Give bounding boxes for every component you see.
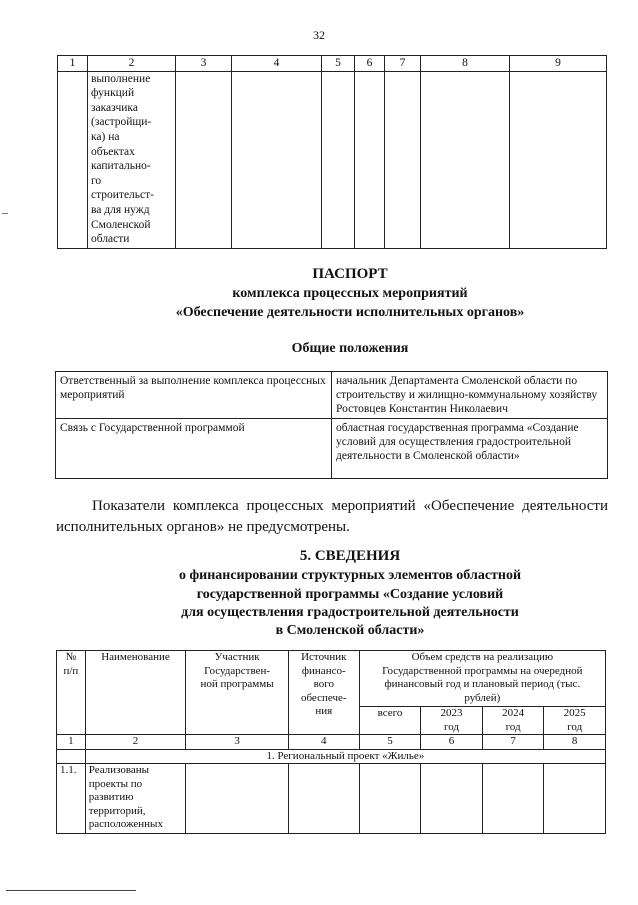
- section-5-title: 5. СВЕДЕНИЯ: [299, 548, 401, 564]
- continuation-table: [57, 55, 607, 249]
- col-header-9: 9: [510, 56, 607, 72]
- col-header-8: 8: [421, 56, 510, 72]
- header-2025: 2025 год: [544, 707, 606, 735]
- passport-subtitle-1: комплекса процессных мероприятий: [232, 286, 468, 301]
- header-number: № п/п: [57, 651, 86, 735]
- col-number-1: 1: [57, 735, 86, 750]
- section-5-line-4: в Смоленской области»: [275, 623, 425, 638]
- margin-mark: [2, 213, 8, 214]
- responsible-value: начальник Департамента Смоленской области по строительству и жилищно-коммунальному хозяйству Ростовцев Константин Николаевич: [332, 372, 608, 419]
- col-header-7: 7: [385, 56, 421, 72]
- header-source: Источник финансо- вого обеспече- ния: [288, 651, 359, 735]
- section-5-line-3: для осуществления градостроительной деятельности: [181, 605, 519, 620]
- section-5-line-1: о финансировании структурных элементов областной: [178, 568, 522, 583]
- header-participant: Участник Государствен- ной программы: [186, 651, 289, 735]
- col-header-4: 4: [232, 56, 322, 72]
- footer-divider: [6, 890, 136, 891]
- financing-table: [56, 650, 606, 834]
- program-link-label: Связь с Государственной программой: [56, 419, 332, 479]
- header-2024: 2024 год: [482, 707, 544, 735]
- row-name: Реализованы проекты по развитию территорий, расположенных: [85, 764, 186, 834]
- col-number-2: 2: [85, 735, 186, 750]
- col-number-4: 4: [288, 735, 359, 750]
- section-row-housing: 1. Региональный проект «Жилье»: [85, 749, 605, 764]
- col-header-2: 2: [88, 56, 176, 72]
- col-number-6: 6: [421, 735, 483, 750]
- row-number: 1.1.: [57, 764, 86, 834]
- responsible-label: Ответственный за выполнение комплекса процессных мероприятий: [56, 372, 332, 419]
- col-header-1: 1: [58, 56, 88, 72]
- col-header-5: 5: [322, 56, 355, 72]
- col-number-8: 8: [544, 735, 606, 750]
- col-number-5: 5: [359, 735, 421, 750]
- col-header-6: 6: [355, 56, 385, 72]
- indicators-paragraph: [56, 496, 608, 538]
- header-name: Наименование: [85, 651, 186, 735]
- passport-subtitle-2: «Обеспечение деятельности исполнительных органов»: [175, 305, 525, 320]
- program-link-value: областная государственная программа «Создание условий для осуществления градостроительной деятельности в Смоленской области»: [332, 419, 608, 479]
- section-5-line-2: государственной программы «Создание условий: [196, 587, 504, 602]
- header-total: всего: [359, 707, 421, 735]
- col-number-3: 3: [186, 735, 289, 750]
- paragraph-text: Показатели комплекса процессных мероприятий «Обеспечение деятельности исполнительных органов» не предусмотрены.: [56, 498, 608, 535]
- col-header-3: 3: [176, 56, 232, 72]
- col-number-7: 7: [482, 735, 544, 750]
- general-provisions-heading: Общие положения: [291, 341, 409, 356]
- table-cell-text: выполнение функций заказчика (застройщи- ка) на объектах капитально- го строительст- ва для нужд Смоленской области: [88, 71, 176, 248]
- page-number: 32: [313, 28, 325, 42]
- header-volume: Объем средств на реализацию Государственной программы на очередной финансовый год и плановый период (тыс. рублей): [359, 651, 605, 707]
- header-2023: 2023 год: [421, 707, 483, 735]
- passport-table: [55, 371, 608, 479]
- passport-title: ПАСПОРТ: [312, 266, 388, 282]
